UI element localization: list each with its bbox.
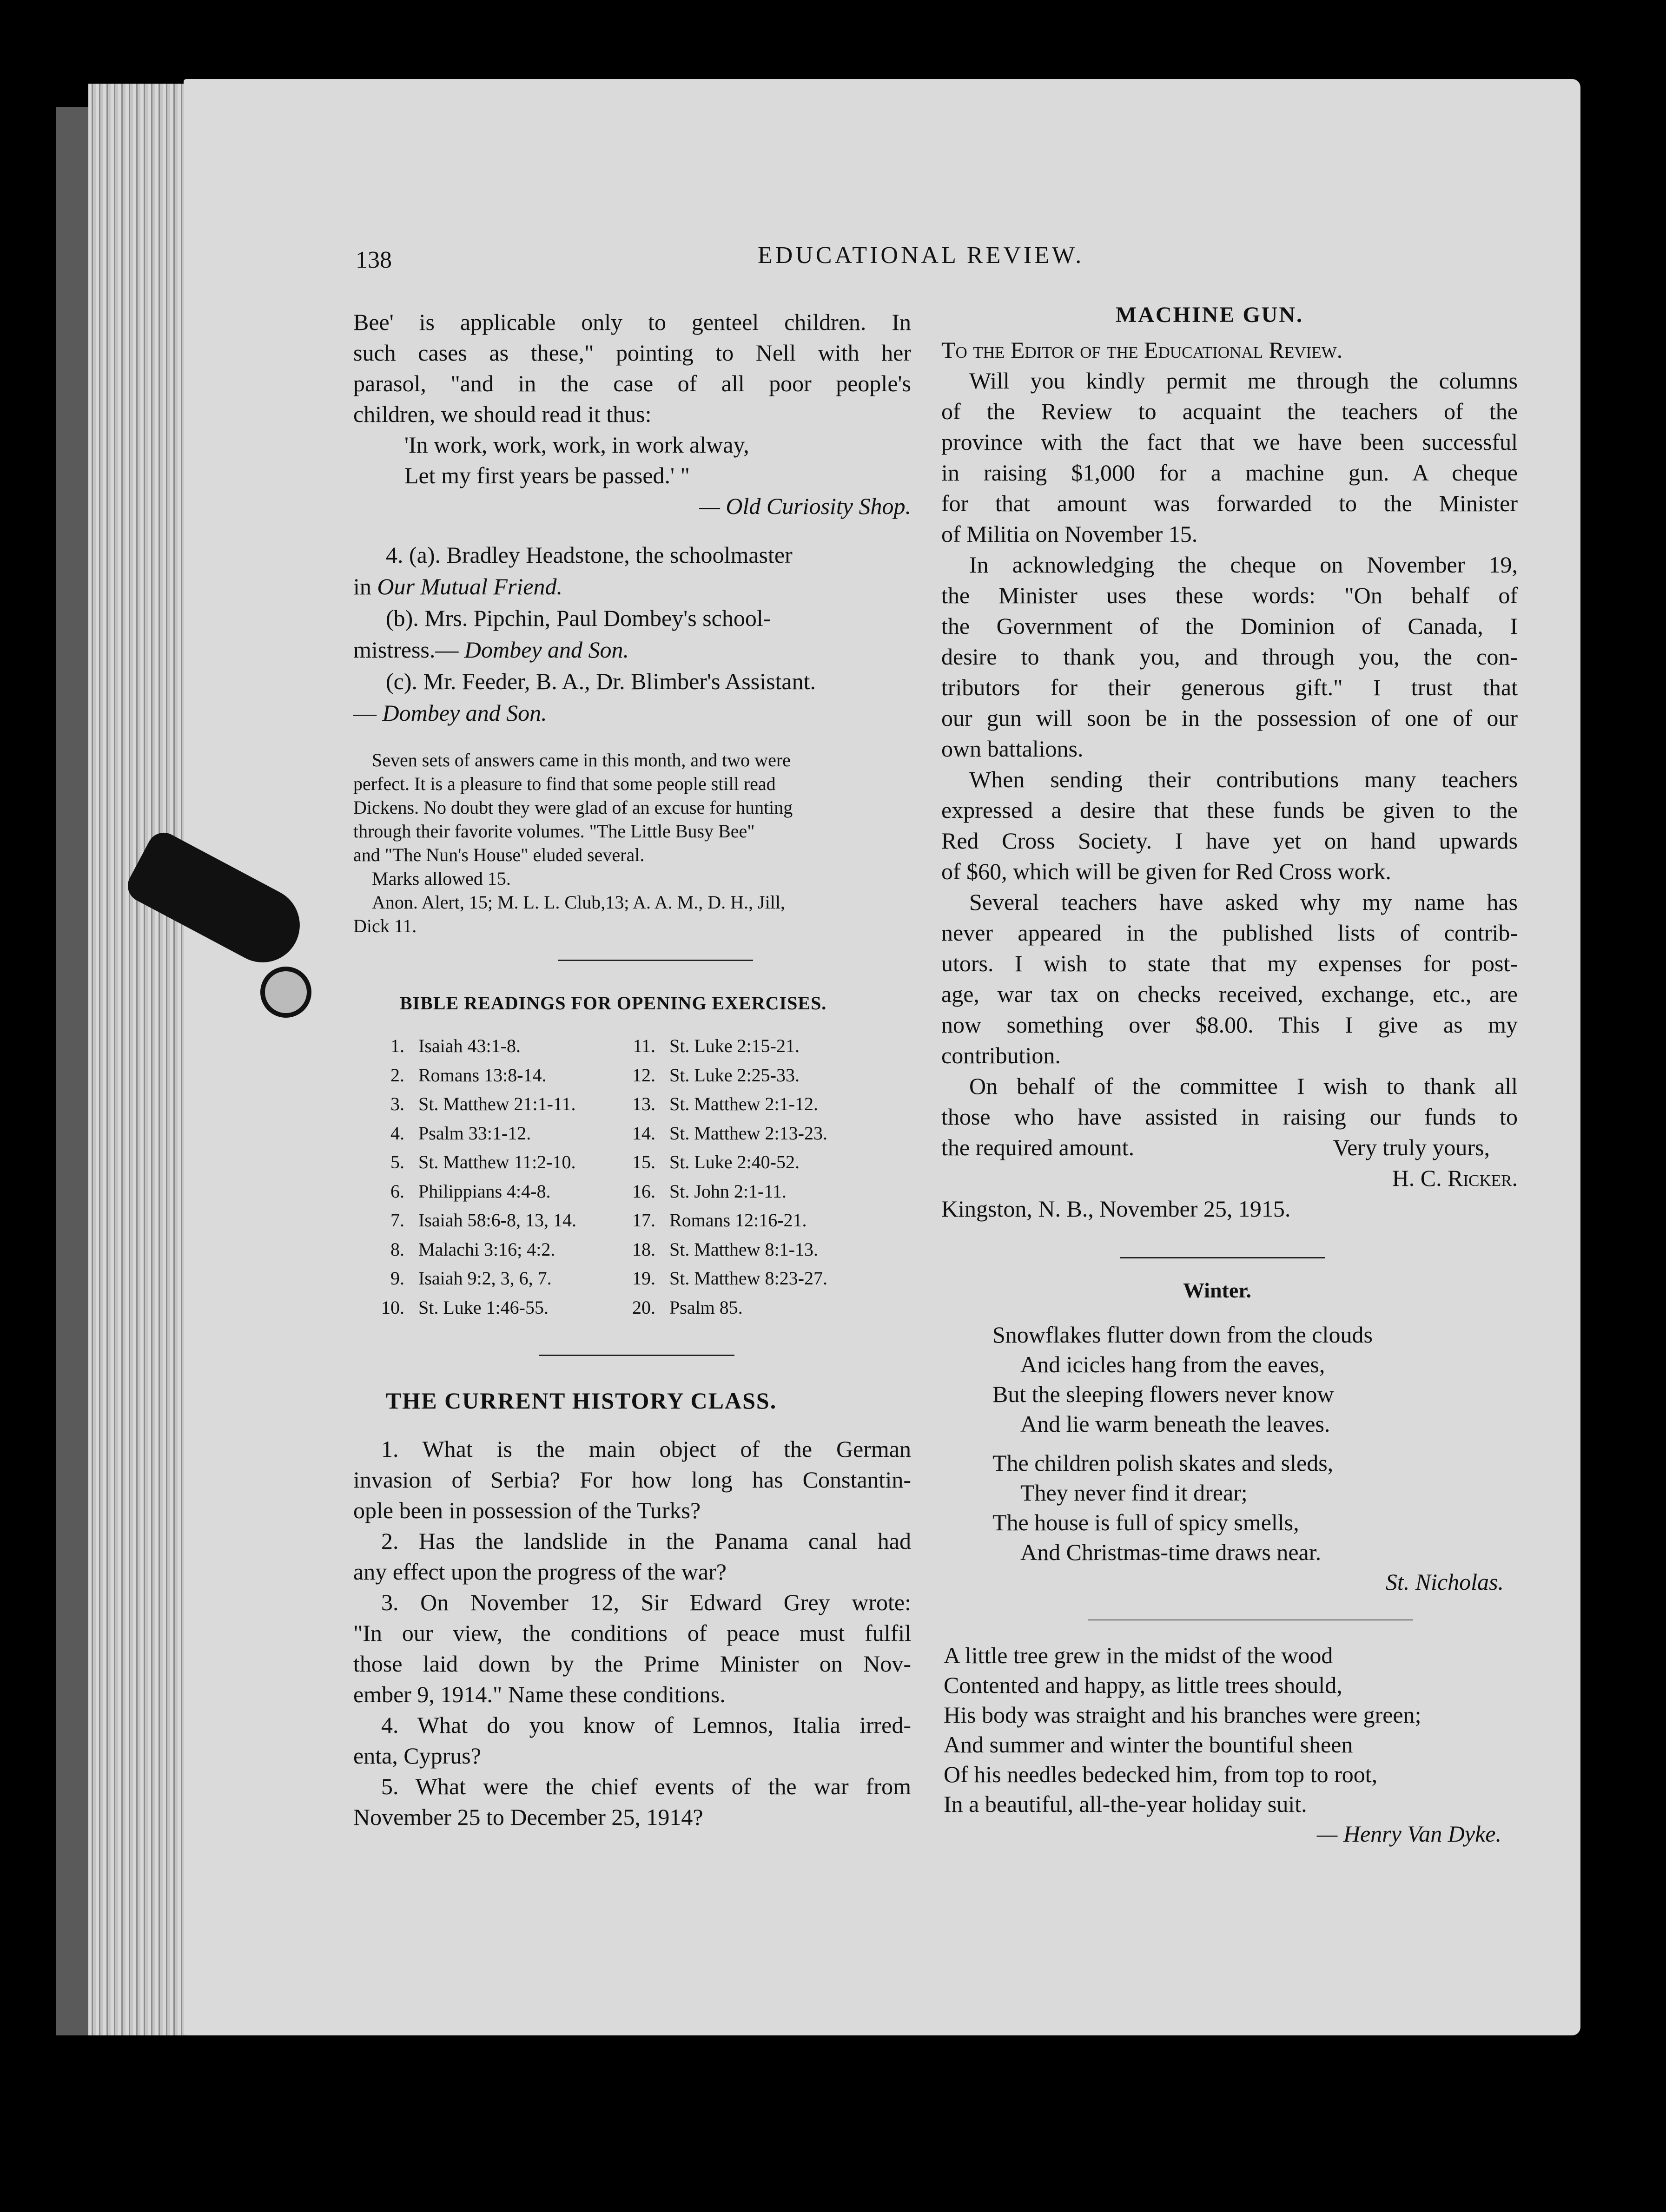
letter-line: the Government of the Dominion of Canada, I xyxy=(941,613,1518,639)
answer-text: Mrs. Pipchin, Paul Dombey's school- xyxy=(424,605,771,631)
note-line: Seven sets of answers came in this month, and two were xyxy=(372,750,791,770)
reading-row xyxy=(367,1119,576,1148)
letter-line: of Militia on November 15. xyxy=(941,521,1198,547)
machine-gun-title: MACHINE GUN. xyxy=(1116,303,1303,327)
verse-line: 'In work, work, work, in work alway, xyxy=(404,432,749,458)
letter-line: On behalf of the committee I wish to thank all xyxy=(969,1073,1518,1099)
reading-reference: St. Luke 2:25-33. xyxy=(669,1064,800,1086)
reading-row xyxy=(367,1061,576,1090)
letter-paragraphs xyxy=(941,365,1518,1132)
poem-line: In a beautiful, all-the-year holiday suit. xyxy=(944,1791,1307,1817)
reading-row xyxy=(618,1293,827,1323)
note-line: through their favorite volumes. "The Little Busy Bee" xyxy=(353,821,755,842)
answer-a-cont xyxy=(353,571,911,602)
question-line: November 25 to December 25, 1914? xyxy=(353,1804,703,1830)
closing: Very truly yours, xyxy=(1333,1134,1490,1160)
reading-number: 8. xyxy=(390,1238,404,1260)
text-line: children, we should read it thus: xyxy=(353,401,652,427)
reading-row xyxy=(618,1235,827,1264)
reading-row xyxy=(618,1061,827,1090)
question-line: ember 9, 1914." Name these conditions. xyxy=(353,1681,726,1707)
section-divider xyxy=(539,1355,734,1356)
question-line: 2. Has the landslide in the Panama canal had xyxy=(381,1528,911,1554)
reading-number: 18. xyxy=(632,1238,655,1260)
salutation: To the Editor of the Educational Review. xyxy=(941,337,1343,363)
poem-line: The children polish skates and sleds, xyxy=(992,1450,1334,1476)
verse-source: — Old Curiosity Shop. xyxy=(699,493,911,519)
reading-reference: Isaiah 9:2, 3, 6, 7. xyxy=(418,1268,552,1289)
poem-line: Contented and happy, as little trees should, xyxy=(944,1672,1342,1698)
quiz-notes xyxy=(353,748,911,938)
last-line: the required amount. xyxy=(941,1134,1135,1160)
answer-c-cont xyxy=(353,697,911,729)
section-divider xyxy=(1120,1257,1325,1258)
letter-line: contribution. xyxy=(941,1042,1061,1068)
poem-line: The house is full of spicy smells, xyxy=(992,1509,1299,1535)
reading-number: 17. xyxy=(632,1210,655,1231)
answer-label: (c). xyxy=(386,668,417,694)
poem-line: And lie warm beneath the leaves. xyxy=(1020,1411,1330,1437)
reading-reference: St. Matthew 11:2-10. xyxy=(418,1152,576,1172)
text-line: parasol, "and in the case of all poor people's xyxy=(353,370,911,396)
letter-line: never appeared in the published lists of contrib- xyxy=(941,920,1518,946)
letter-line: expressed a desire that these funds be given to the xyxy=(941,797,1518,823)
reading-number: 14. xyxy=(632,1122,655,1144)
letter-line: utors. I wish to state that my expenses for post- xyxy=(941,950,1518,976)
letter-line: tributors for their generous gift." I trust that xyxy=(941,674,1518,700)
letter-line: province with the fact that we have been successful xyxy=(941,429,1518,455)
readings-column-1 xyxy=(367,1032,576,1322)
letter-line: those who have assisted in raising our funds to xyxy=(941,1104,1518,1130)
reading-reference: St. Luke 2:15-21. xyxy=(669,1035,800,1056)
poem-line: His body was straight and his branches were green; xyxy=(944,1702,1421,1728)
pointer-tip xyxy=(260,967,311,1018)
reading-row xyxy=(618,1032,827,1061)
current-history-questions xyxy=(353,1434,911,1832)
current-history-title: THE CURRENT HISTORY CLASS. xyxy=(386,1388,777,1414)
reading-row xyxy=(618,1177,827,1206)
answer-text: Mr. Feeder, B. A., Dr. Blimber's Assistant. xyxy=(423,668,816,694)
answer-text: Bradley Headstone, the schoolmaster xyxy=(446,542,793,568)
question-line: those laid down by the Prime Minister on Nov- xyxy=(353,1651,911,1677)
results-line: Dick 11. xyxy=(353,915,417,936)
poem-line: And Christmas-time draws near. xyxy=(1020,1539,1322,1565)
reading-reference: Isaiah 43:1-8. xyxy=(418,1035,521,1056)
reading-number: 2. xyxy=(390,1064,404,1086)
answer-cont: mistress.— xyxy=(353,637,464,663)
poem-line: And summer and winter the bountiful sheen xyxy=(944,1731,1353,1758)
answer-label: (b). xyxy=(386,605,419,631)
machine-gun-letter xyxy=(941,335,1518,1224)
work-title: Dombey and Son. xyxy=(464,637,629,663)
work-title: Our Mutual Friend. xyxy=(377,573,562,599)
question-line: 1. What is the main object of the German xyxy=(381,1436,911,1462)
reading-number: 19. xyxy=(632,1268,655,1289)
stanza-gap xyxy=(992,1439,1504,1448)
tree-poem xyxy=(944,1640,1501,1849)
letter-line: age, war tax on checks received, exchange, etc., are xyxy=(941,981,1518,1007)
letter-line: of the Review to acquaint the teachers of the xyxy=(941,398,1518,424)
section-divider xyxy=(558,960,753,961)
reading-reference: St. Matthew 21:1-11. xyxy=(418,1093,576,1114)
reading-row xyxy=(367,1177,576,1206)
letter-line: Red Cross Society. I have yet on hand upwards xyxy=(941,828,1518,854)
reading-row xyxy=(618,1264,827,1293)
reading-number: 6. xyxy=(390,1180,404,1202)
answer-b-cont xyxy=(353,634,911,665)
reading-row xyxy=(367,1264,576,1293)
reading-number: 11. xyxy=(633,1035,655,1056)
reading-reference: St. Matthew 2:13-23. xyxy=(669,1122,827,1144)
reading-reference: St. Matthew 8:1-13. xyxy=(669,1238,818,1260)
signature: H. C. Ricker. xyxy=(1392,1165,1518,1191)
reading-number: 4. xyxy=(390,1122,404,1144)
reading-number: 12. xyxy=(632,1064,655,1086)
reading-row xyxy=(367,1032,576,1061)
readings-column-2 xyxy=(618,1032,827,1322)
reading-number: 20. xyxy=(632,1297,655,1318)
closing-line xyxy=(941,1132,1518,1163)
reading-number: 16. xyxy=(632,1180,655,1202)
letter-line: When sending their contributions many teachers xyxy=(969,766,1518,792)
poem-line: Snowflakes flutter down from the clouds xyxy=(992,1322,1373,1348)
question-line: "In our view, the conditions of peace must fulfil xyxy=(353,1620,911,1646)
poem-line: But the sleeping flowers never know xyxy=(992,1381,1334,1407)
poem-stanzas xyxy=(992,1320,1504,1567)
letter-line: in raising $1,000 for a machine gun. A cheque xyxy=(941,460,1518,486)
question-line: ople been in possession of the Turks? xyxy=(353,1497,701,1523)
answer-label: 4. (a). xyxy=(386,542,441,568)
letter-line: In acknowledging the cheque on November 19, xyxy=(969,552,1518,578)
poem-lines xyxy=(944,1640,1501,1819)
note-line: and "The Nun's House" eluded several. xyxy=(353,844,645,865)
poem-line: Of his needles bedecked him, from top to root, xyxy=(944,1761,1378,1787)
answer-a xyxy=(353,539,911,571)
place-date: Kingston, N. B., November 25, 1915. xyxy=(941,1196,1291,1222)
reading-reference: Romans 12:16-21. xyxy=(669,1210,807,1231)
reading-number: 9. xyxy=(390,1268,404,1289)
note-line: Dickens. No doubt they were glad of an excuse for hunting xyxy=(353,797,793,818)
reading-reference: Isaiah 58:6-8, 13, 14. xyxy=(418,1210,576,1231)
reading-reference: Psalm 85. xyxy=(669,1297,743,1318)
page-number: 138 xyxy=(356,247,392,273)
page-edges xyxy=(88,84,186,2035)
answer-b xyxy=(353,602,911,634)
winter-poem-title: Winter. xyxy=(1183,1278,1251,1302)
answer-c xyxy=(353,665,911,697)
text-line: such cases as these," pointing to Nell with her xyxy=(353,340,911,366)
letter-line: of $60, which will be given for Red Cross work. xyxy=(941,858,1391,884)
reading-number: 5. xyxy=(390,1152,404,1172)
letter-line: our gun will soon be in the possession of one of our xyxy=(941,705,1518,731)
letter-line: desire to thank you, and through you, the con- xyxy=(941,644,1518,670)
letter-line: Will you kindly permit me through the columns xyxy=(969,368,1518,394)
letter-line: the Minister uses these words: "On behalf of xyxy=(941,582,1518,608)
reading-number: 15. xyxy=(632,1152,655,1172)
reading-number: 3. xyxy=(390,1093,404,1114)
reading-reference: Malachi 3:16; 4:2. xyxy=(418,1238,555,1260)
reading-row xyxy=(618,1206,827,1235)
reading-reference: St. Luke 2:40-52. xyxy=(669,1152,800,1172)
question-line: enta, Cyprus? xyxy=(353,1743,481,1769)
quiz-answers xyxy=(353,539,911,729)
poem-line: They never find it drear; xyxy=(1020,1480,1248,1506)
poem-line: A little tree grew in the midst of the wood xyxy=(944,1642,1333,1668)
reading-reference: St. John 2:1-11. xyxy=(669,1180,787,1202)
poem-line: And icicles hang from the eaves, xyxy=(1020,1351,1325,1377)
note-line: perfect. It is a pleasure to find that some people still read xyxy=(353,773,776,794)
marks-line: Marks allowed 15. xyxy=(372,868,511,889)
reading-row xyxy=(367,1206,576,1235)
reading-reference: St. Matthew 8:23-27. xyxy=(669,1268,827,1289)
letter-line: for that amount was forwarded to the Minister xyxy=(941,490,1518,516)
answer-cont: in xyxy=(353,573,377,599)
book-spine xyxy=(56,107,88,2035)
dickens-quiz-continuation xyxy=(353,307,911,521)
reading-number: 10. xyxy=(381,1297,404,1318)
question-line: 4. What do you know of Lemnos, Italia irred- xyxy=(381,1712,911,1738)
poem-credit: — Henry Van Dyke. xyxy=(1316,1821,1501,1847)
verse-line: Let my first years be passed.' " xyxy=(404,462,690,488)
work-title: Dombey and Son. xyxy=(382,700,547,726)
reading-row xyxy=(618,1090,827,1119)
results-line: Anon. Alert, 15; M. L. L. Club,13; A. A. M., D. H., Jill, xyxy=(372,892,785,913)
question-line: 3. On November 12, Sir Edward Grey wrote: xyxy=(381,1589,911,1615)
answer-cont: — xyxy=(353,700,383,726)
reading-row xyxy=(367,1090,576,1119)
reading-reference: Romans 13:8-14. xyxy=(418,1064,547,1086)
reading-reference: Psalm 33:1-12. xyxy=(418,1122,531,1144)
letter-line: Several teachers have asked why my name has xyxy=(969,889,1518,915)
running-head: EDUCATIONAL REVIEW. xyxy=(758,242,1084,269)
poem-credit: St. Nicholas. xyxy=(1385,1569,1504,1595)
reading-row xyxy=(618,1119,827,1148)
letter-line: own battalions. xyxy=(941,736,1084,762)
reading-row xyxy=(367,1148,576,1177)
question-line: 5. What were the chief events of the war from xyxy=(381,1773,911,1799)
reading-reference: St. Matthew 2:1-12. xyxy=(669,1093,818,1114)
reading-row xyxy=(367,1235,576,1264)
reading-number: 7. xyxy=(390,1210,404,1231)
letter-line: now something over $8.00. This I give as my xyxy=(941,1012,1518,1038)
reading-reference: Philippians 4:4-8. xyxy=(418,1180,551,1202)
question-line: invasion of Serbia? For how long has Constantin- xyxy=(353,1467,911,1493)
reading-number: 13. xyxy=(632,1093,655,1114)
winter-poem xyxy=(992,1320,1504,1597)
bible-readings-title: BIBLE READINGS FOR OPENING EXERCISES. xyxy=(400,993,827,1014)
text-line: Bee' is applicable only to genteel children. In xyxy=(353,309,911,335)
reading-number: 1. xyxy=(390,1035,404,1056)
reading-row xyxy=(618,1148,827,1177)
question-line: any effect upon the progress of the war? xyxy=(353,1559,727,1585)
reading-reference: St. Luke 1:46-55. xyxy=(418,1297,549,1318)
reading-row xyxy=(367,1293,576,1323)
